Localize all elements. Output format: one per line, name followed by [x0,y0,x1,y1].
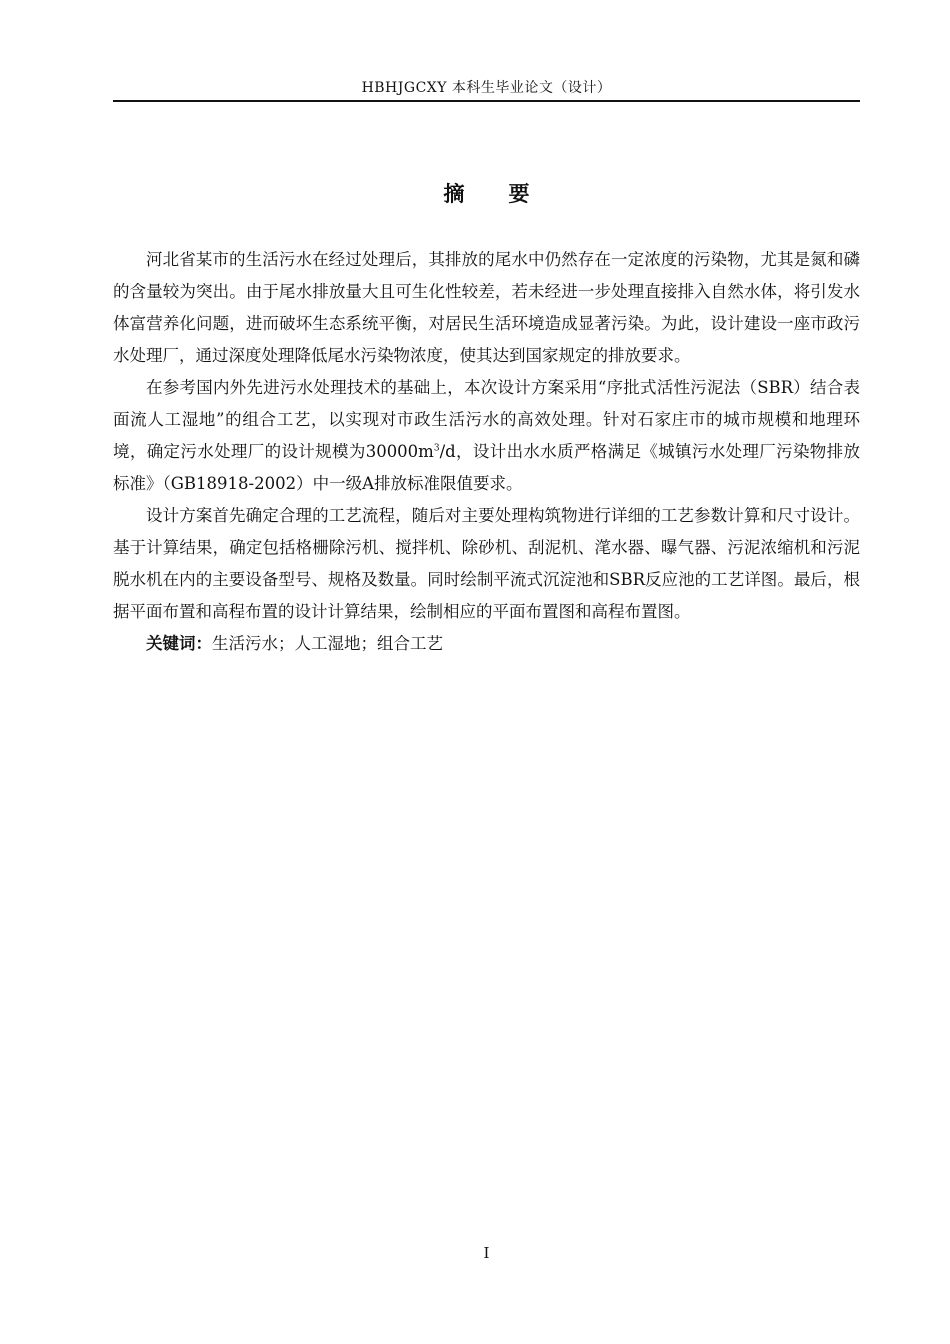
superscript-3: 3 [433,443,440,454]
keywords-value: 生活污水；人工湿地；组合工艺 [212,634,443,653]
header-divider [113,100,860,102]
abstract-paragraph-2 [113,372,860,500]
abstract-title [113,178,860,210]
title-char-1: 摘 [443,182,465,206]
page-header: HBHJGCXY 本科生毕业论文（设计） [361,80,612,96]
paragraph-2-text-b: /d，设计出水水质严格满足《城镇污水处理厂污染物排放标准》（GB18918-2002）中一级A排放标准限值要求。 [113,442,860,493]
title-char-2: 要 [508,182,530,206]
abstract-paragraph-3: 设计方案首先确定合理的工艺流程，随后对主要处理构筑物进行详细的工艺参数计算和尺寸设计。基于计算结果，确定包括格栅除污机、搅拌机、除砂机、刮泥机、滗水器、曝气器、污泥浓缩机和污泥脱水机在内的主要设备型号、规格及数量。同时绘制平流式沉淀池和SBR反应池的工艺详图。最后，根据平面布置和高程布置的设计计算结果，绘制相应的平面布置图和高程布置图。 [113,506,860,621]
keywords-line [113,628,860,660]
abstract-paragraph-1: 河北省某市的生活污水在经过处理后，其排放的尾水中仍然存在一定浓度的污染物，尤其是氮和磷的含量较为突出。由于尾水排放量大且可生化性较差，若未经进一步处理直接排入自然水体，将引发水体富营养化问题，进而破坏生态系统平衡，对居民生活环境造成显著污染。为此，设计建设一座市政污水处理厂，通过深度处理降低尾水污染物浓度，使其达到国家规定的排放要求。 [113,250,860,365]
page-number: I [483,1244,490,1262]
paragraph-2-text-a: 在参考国内外先进污水处理技术的基础上，本次设计方案采用“序批式活性污泥法（SBR）结合表面流人工湿地”的组合工艺，以实现对市政生活污水的高效处理。针对石家庄市的城市规模和地理环境，确定污水处理厂的设计规模为30000m [113,378,860,461]
keywords-label: 关键词： [146,634,212,653]
abstract-body [113,244,860,660]
